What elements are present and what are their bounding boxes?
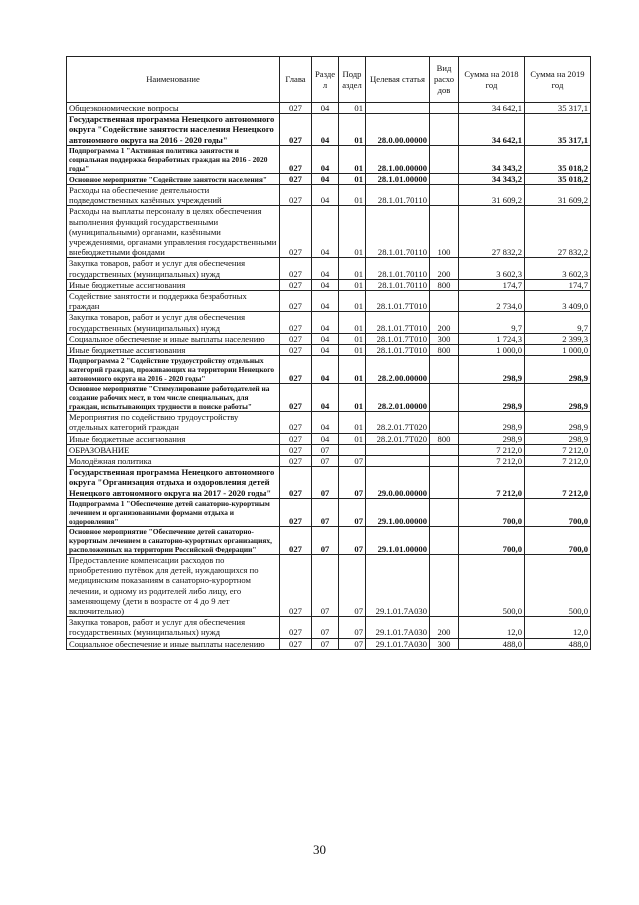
budget-table bbox=[66, 56, 591, 650]
row-name: Основное мероприятие "Обеспечение детей санаторно-курортным лечением в санаторно-курортных организациях, расположенных на территории Российской Федерации" bbox=[67, 526, 280, 554]
row-razdel: 04 bbox=[312, 356, 339, 384]
table-row bbox=[67, 312, 591, 333]
row-sum-2019: 12,0 bbox=[525, 617, 591, 638]
row-razdel: 04 bbox=[312, 291, 339, 312]
row-glava: 027 bbox=[280, 384, 312, 412]
row-sum-2018: 174,7 bbox=[459, 279, 525, 290]
row-name: Государственная программа Ненецкого автономного округа "Организация отдыха и оздоровления детей Ненецкого автономного округа на 2017 - 2020 годы" bbox=[67, 467, 280, 499]
row-glava: 027 bbox=[280, 526, 312, 554]
row-sum-2018: 27 832,2 bbox=[459, 206, 525, 258]
row-target: 28.1.01.7Т010 bbox=[366, 333, 430, 344]
row-vid: 800 bbox=[430, 279, 459, 290]
row-vid: 200 bbox=[430, 258, 459, 279]
row-vid bbox=[430, 173, 459, 184]
row-name: Основное мероприятие "Содействие занятости населения" bbox=[67, 173, 280, 184]
row-vid bbox=[430, 412, 459, 433]
row-podrazdel: 07 bbox=[339, 554, 366, 616]
row-glava: 027 bbox=[280, 467, 312, 499]
row-target: 28.0.00.00000 bbox=[366, 114, 430, 146]
header-target: Целевая статья bbox=[366, 57, 430, 103]
row-vid bbox=[430, 114, 459, 146]
row-podrazdel: 01 bbox=[339, 145, 366, 173]
row-glava: 027 bbox=[280, 433, 312, 444]
row-target: 28.1.01.70110 bbox=[366, 185, 430, 206]
row-sum-2018: 298,9 bbox=[459, 433, 525, 444]
row-sum-2019: 2 399,3 bbox=[525, 333, 591, 344]
row-vid bbox=[430, 526, 459, 554]
row-sum-2018: 3 602,3 bbox=[459, 258, 525, 279]
row-name: Мероприятия по содействию трудоустройству отдельных категорий граждан bbox=[67, 412, 280, 433]
header-glava: Глава bbox=[280, 57, 312, 103]
row-vid bbox=[430, 185, 459, 206]
row-razdel: 04 bbox=[312, 312, 339, 333]
row-target: 28.2.01.00000 bbox=[366, 384, 430, 412]
row-vid bbox=[430, 145, 459, 173]
row-sum-2019: 298,9 bbox=[525, 356, 591, 384]
row-sum-2018: 34 642,1 bbox=[459, 103, 525, 114]
row-name: Иные бюджетные ассигнования bbox=[67, 279, 280, 290]
row-sum-2018: 7 212,0 bbox=[459, 456, 525, 467]
row-razdel: 04 bbox=[312, 206, 339, 258]
row-glava: 027 bbox=[280, 114, 312, 146]
row-podrazdel: 01 bbox=[339, 173, 366, 184]
row-vid bbox=[430, 498, 459, 526]
row-target: 29.0.00.00000 bbox=[366, 467, 430, 499]
row-podrazdel: 07 bbox=[339, 526, 366, 554]
row-glava: 027 bbox=[280, 356, 312, 384]
row-sum-2019: 27 832,2 bbox=[525, 206, 591, 258]
row-sum-2018: 12,0 bbox=[459, 617, 525, 638]
row-target: 28.2.01.7Т020 bbox=[366, 433, 430, 444]
row-sum-2018: 488,0 bbox=[459, 638, 525, 649]
row-glava: 027 bbox=[280, 185, 312, 206]
row-vid bbox=[430, 384, 459, 412]
row-target: 28.1.01.70110 bbox=[366, 279, 430, 290]
row-target: 28.1.01.00000 bbox=[366, 173, 430, 184]
row-podrazdel: 01 bbox=[339, 356, 366, 384]
row-name: Расходы на обеспечение деятельности подведомственных казённых учреждений bbox=[67, 185, 280, 206]
table-row bbox=[67, 114, 591, 146]
row-razdel: 07 bbox=[312, 456, 339, 467]
row-glava: 027 bbox=[280, 173, 312, 184]
row-target: 29.1.01.7А030 bbox=[366, 638, 430, 649]
row-sum-2019: 31 609,2 bbox=[525, 185, 591, 206]
row-podrazdel: 07 bbox=[339, 638, 366, 649]
row-sum-2018: 34 343,2 bbox=[459, 173, 525, 184]
row-sum-2019: 35 018,2 bbox=[525, 173, 591, 184]
row-sum-2019: 3 602,3 bbox=[525, 258, 591, 279]
table-row bbox=[67, 206, 591, 258]
row-sum-2019: 35 317,1 bbox=[525, 103, 591, 114]
row-glava: 027 bbox=[280, 145, 312, 173]
table-row bbox=[67, 103, 591, 114]
row-sum-2018: 1 724,3 bbox=[459, 333, 525, 344]
row-razdel: 07 bbox=[312, 467, 339, 499]
row-sum-2019: 3 409,0 bbox=[525, 291, 591, 312]
row-vid bbox=[430, 554, 459, 616]
row-podrazdel: 01 bbox=[339, 412, 366, 433]
row-razdel: 04 bbox=[312, 279, 339, 290]
table-row bbox=[67, 173, 591, 184]
row-sum-2018: 34 343,2 bbox=[459, 145, 525, 173]
row-podrazdel: 01 bbox=[339, 185, 366, 206]
row-glava: 027 bbox=[280, 333, 312, 344]
row-glava: 027 bbox=[280, 638, 312, 649]
header-vid: Вид расхо дов bbox=[430, 57, 459, 103]
table-row bbox=[67, 456, 591, 467]
row-name: Государственная программа Ненецкого автономного округа "Содействие занятости населения Ненецкого автономного округа на 2016 - 2020 годы" bbox=[67, 114, 280, 146]
table-row bbox=[67, 384, 591, 412]
row-target: 28.1.01.7Т010 bbox=[366, 312, 430, 333]
row-vid bbox=[430, 291, 459, 312]
row-name: Иные бюджетные ассигнования bbox=[67, 345, 280, 356]
table-row bbox=[67, 291, 591, 312]
row-razdel: 04 bbox=[312, 258, 339, 279]
row-target: 29.1.01.7А030 bbox=[366, 617, 430, 638]
row-target: 29.1.01.00000 bbox=[366, 526, 430, 554]
row-sum-2019: 298,9 bbox=[525, 384, 591, 412]
row-podrazdel: 01 bbox=[339, 312, 366, 333]
table-row bbox=[67, 279, 591, 290]
row-glava: 027 bbox=[280, 103, 312, 114]
page-number: 30 bbox=[313, 842, 326, 857]
row-vid: 300 bbox=[430, 638, 459, 649]
row-podrazdel: 01 bbox=[339, 433, 366, 444]
row-target: 28.1.01.7Т010 bbox=[366, 291, 430, 312]
header-row bbox=[67, 57, 591, 103]
row-vid: 200 bbox=[430, 617, 459, 638]
row-target bbox=[366, 444, 430, 455]
row-vid: 800 bbox=[430, 433, 459, 444]
row-razdel: 04 bbox=[312, 145, 339, 173]
row-name: Расходы на выплаты персоналу в целях обеспечения выполнения функций государственными (муниципальными) органами, казёнными учреждениями, органами управления государственными внебюджетными фондами bbox=[67, 206, 280, 258]
row-vid: 100 bbox=[430, 206, 459, 258]
header-podrazdel: Подр аздел bbox=[339, 57, 366, 103]
table-row bbox=[67, 433, 591, 444]
row-name: Закупка товаров, работ и услуг для обеспечения государственных (муниципальных) нужд bbox=[67, 617, 280, 638]
row-podrazdel: 07 bbox=[339, 617, 366, 638]
row-name: ОБРАЗОВАНИЕ bbox=[67, 444, 280, 455]
row-podrazdel: 01 bbox=[339, 384, 366, 412]
row-razdel: 04 bbox=[312, 345, 339, 356]
row-glava: 027 bbox=[280, 312, 312, 333]
row-razdel: 07 bbox=[312, 498, 339, 526]
row-podrazdel: 07 bbox=[339, 498, 366, 526]
table-row bbox=[67, 617, 591, 638]
row-vid bbox=[430, 467, 459, 499]
row-podrazdel: 01 bbox=[339, 291, 366, 312]
table-row bbox=[67, 258, 591, 279]
row-sum-2018: 298,9 bbox=[459, 384, 525, 412]
row-vid: 300 bbox=[430, 333, 459, 344]
row-podrazdel: 01 bbox=[339, 258, 366, 279]
header-razdel: Разде л bbox=[312, 57, 339, 103]
table-row bbox=[67, 333, 591, 344]
row-vid: 200 bbox=[430, 312, 459, 333]
row-target: 28.1.00.00000 bbox=[366, 145, 430, 173]
row-name: Подпрограмма 1 "Активная политика занятости и социальная поддержка безработных граждан на 2016 - 2020 годы" bbox=[67, 145, 280, 173]
table-row bbox=[67, 345, 591, 356]
row-sum-2019: 500,0 bbox=[525, 554, 591, 616]
header-name: Наименование bbox=[67, 57, 280, 103]
row-vid bbox=[430, 444, 459, 455]
row-name: Социальное обеспечение и иные выплаты населению bbox=[67, 333, 280, 344]
row-vid bbox=[430, 103, 459, 114]
row-target: 28.1.01.70110 bbox=[366, 206, 430, 258]
header-sum-2019: Сумма на 2019 год bbox=[525, 57, 591, 103]
table-row bbox=[67, 498, 591, 526]
row-razdel: 04 bbox=[312, 114, 339, 146]
row-sum-2018: 7 212,0 bbox=[459, 444, 525, 455]
row-name: Подпрограмма 1 "Обеспечение детей санаторно-курортным лечением и организованными формами отдыха и оздоровления" bbox=[67, 498, 280, 526]
row-razdel: 07 bbox=[312, 444, 339, 455]
row-name: Общеэкономические вопросы bbox=[67, 103, 280, 114]
table-row bbox=[67, 554, 591, 616]
row-vid bbox=[430, 456, 459, 467]
row-sum-2019: 174,7 bbox=[525, 279, 591, 290]
row-sum-2019: 1 000,0 bbox=[525, 345, 591, 356]
row-vid: 800 bbox=[430, 345, 459, 356]
row-razdel: 04 bbox=[312, 433, 339, 444]
header-sum-2018: Сумма на 2018 год bbox=[459, 57, 525, 103]
row-sum-2018: 500,0 bbox=[459, 554, 525, 616]
row-podrazdel: 01 bbox=[339, 206, 366, 258]
row-glava: 027 bbox=[280, 456, 312, 467]
row-name: Предоставление компенсации расходов по приобретению путёвок для детей, нуждающихся по медицинским показаниям в санаторно-курортном лечении, и одному из родителей либо лицу, его заменяющему (дети в возрасте от 4 до 9 лет включительно) bbox=[67, 554, 280, 616]
row-razdel: 04 bbox=[312, 103, 339, 114]
row-name: Закупка товаров, работ и услуг для обеспечения государственных (муниципальных) нужд bbox=[67, 258, 280, 279]
row-sum-2019: 488,0 bbox=[525, 638, 591, 649]
row-podrazdel: 01 bbox=[339, 103, 366, 114]
table-row bbox=[67, 356, 591, 384]
row-razdel: 07 bbox=[312, 526, 339, 554]
table-row bbox=[67, 185, 591, 206]
table-row bbox=[67, 467, 591, 499]
row-name: Молодёжная политика bbox=[67, 456, 280, 467]
row-glava: 027 bbox=[280, 291, 312, 312]
row-target bbox=[366, 456, 430, 467]
row-sum-2019: 700,0 bbox=[525, 526, 591, 554]
row-sum-2019: 35 018,2 bbox=[525, 145, 591, 173]
row-sum-2019: 35 317,1 bbox=[525, 114, 591, 146]
row-sum-2019: 7 212,0 bbox=[525, 456, 591, 467]
table-row bbox=[67, 638, 591, 649]
row-vid bbox=[430, 356, 459, 384]
row-name: Основное мероприятие "Стимулирование работодателей на создание рабочих мест, в том числе специальных, для граждан, испытывающих трудности в поиске работы" bbox=[67, 384, 280, 412]
row-razdel: 07 bbox=[312, 617, 339, 638]
row-sum-2019: 7 212,0 bbox=[525, 467, 591, 499]
row-podrazdel: 07 bbox=[339, 456, 366, 467]
row-glava: 027 bbox=[280, 345, 312, 356]
row-glava: 027 bbox=[280, 617, 312, 638]
row-name: Социальное обеспечение и иные выплаты населению bbox=[67, 638, 280, 649]
table-row bbox=[67, 145, 591, 173]
row-sum-2019: 7 212,0 bbox=[525, 444, 591, 455]
row-razdel: 04 bbox=[312, 185, 339, 206]
row-razdel: 04 bbox=[312, 173, 339, 184]
row-sum-2018: 9,7 bbox=[459, 312, 525, 333]
row-podrazdel: 01 bbox=[339, 333, 366, 344]
row-razdel: 04 bbox=[312, 333, 339, 344]
row-sum-2018: 298,9 bbox=[459, 412, 525, 433]
row-sum-2019: 9,7 bbox=[525, 312, 591, 333]
row-target: 28.2.01.7Т020 bbox=[366, 412, 430, 433]
row-sum-2019: 298,9 bbox=[525, 433, 591, 444]
row-sum-2018: 2 734,0 bbox=[459, 291, 525, 312]
row-sum-2018: 298,9 bbox=[459, 356, 525, 384]
row-target: 28.1.01.7Т010 bbox=[366, 345, 430, 356]
row-glava: 027 bbox=[280, 444, 312, 455]
row-sum-2018: 31 609,2 bbox=[459, 185, 525, 206]
row-razdel: 04 bbox=[312, 384, 339, 412]
row-name: Подпрограмма 2 "Содействие трудоустройству отдельных категорий граждан, проживающих на территории Ненецкого автономного округа на 2016 - 2020 годы" bbox=[67, 356, 280, 384]
row-sum-2018: 7 212,0 bbox=[459, 467, 525, 499]
table-row bbox=[67, 444, 591, 455]
row-podrazdel: 01 bbox=[339, 345, 366, 356]
row-target: 28.2.00.00000 bbox=[366, 356, 430, 384]
row-razdel: 07 bbox=[312, 638, 339, 649]
row-razdel: 04 bbox=[312, 412, 339, 433]
row-glava: 027 bbox=[280, 279, 312, 290]
row-name: Содействие занятости и поддержка безработных граждан bbox=[67, 291, 280, 312]
row-sum-2018: 700,0 bbox=[459, 498, 525, 526]
row-podrazdel: 07 bbox=[339, 467, 366, 499]
row-glava: 027 bbox=[280, 206, 312, 258]
row-target: 29.1.01.7А030 bbox=[366, 554, 430, 616]
row-target bbox=[366, 103, 430, 114]
row-sum-2018: 1 000,0 bbox=[459, 345, 525, 356]
row-name: Закупка товаров, работ и услуг для обеспечения государственных (муниципальных) нужд bbox=[67, 312, 280, 333]
row-target: 29.1.00.00000 bbox=[366, 498, 430, 526]
row-sum-2018: 700,0 bbox=[459, 526, 525, 554]
row-sum-2018: 34 642,1 bbox=[459, 114, 525, 146]
row-glava: 027 bbox=[280, 258, 312, 279]
row-podrazdel: 01 bbox=[339, 279, 366, 290]
row-razdel: 07 bbox=[312, 554, 339, 616]
row-podrazdel: 01 bbox=[339, 114, 366, 146]
row-sum-2019: 298,9 bbox=[525, 412, 591, 433]
row-glava: 027 bbox=[280, 498, 312, 526]
row-glava: 027 bbox=[280, 554, 312, 616]
row-sum-2019: 700,0 bbox=[525, 498, 591, 526]
row-target: 28.1.01.70110 bbox=[366, 258, 430, 279]
row-glava: 027 bbox=[280, 412, 312, 433]
row-name: Иные бюджетные ассигнования bbox=[67, 433, 280, 444]
table-row bbox=[67, 412, 591, 433]
row-podrazdel bbox=[339, 444, 366, 455]
table-row bbox=[67, 526, 591, 554]
